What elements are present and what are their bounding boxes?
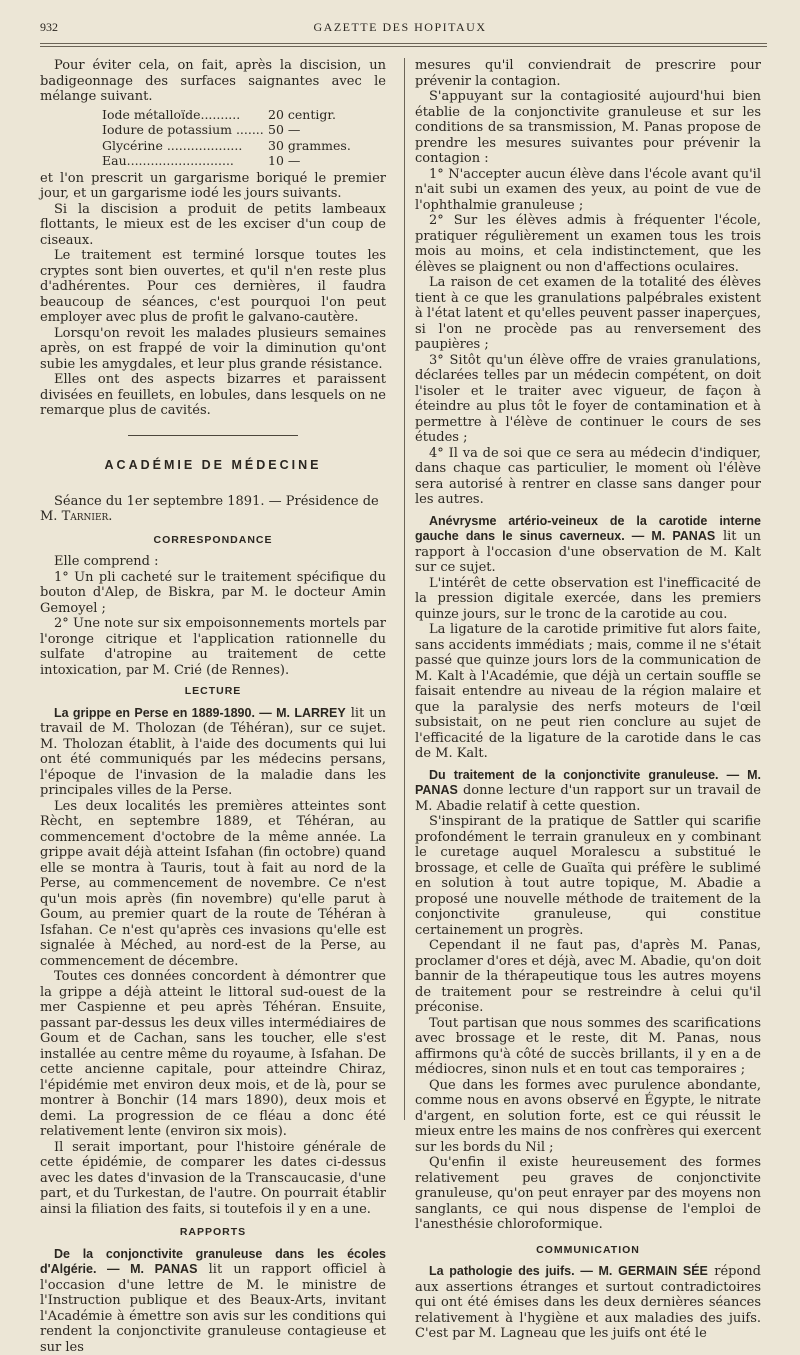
session-line: Séance du 1er septembre 1891. — Présidence de M. Tarnier.	[40, 494, 386, 525]
recipe-row: Eau........................... 10 —	[102, 153, 386, 169]
paragraph: Qu'enfin il existe heureusement des formes relativement peu graves de conjonctivite granuleuse, qu'on peut enrayer par des moyens non sanglants, ce qui nous dispense de l'emploi de l'anesthésie chloroformique.	[415, 1155, 761, 1233]
paragraph: Lorsqu'on revoit les malades plusieurs semaines après, on est frappé de voir la diminution qu'ont subie les amygdales, et leur plus grande résistance.	[40, 326, 386, 373]
paragraph: Le traitement est terminé lorsque toutes les cryptes sont bien ouvertes, et qu'il n'en reste plus d'adhérentes. Pour ces dernières, il faudra beaucoup de séances, c'est pourquoi l'on peut employer avec plus de profit le galvano-cautère.	[40, 248, 386, 326]
subheading-communication: COMMUNICATION	[415, 1243, 761, 1259]
paragraph: Elles ont des aspects bizarres et paraissent divisées en feuillets, en lobules, dans lesquels on ne remarque plus de cavités.	[40, 372, 386, 419]
paragraph: Elle comprend :	[40, 554, 386, 570]
header-rule-double	[40, 46, 767, 47]
journal-title: GAZETTE DES HOPITAUX	[0, 20, 800, 35]
paragraph: 2° Une note sur six empoisonnements mortels par l'oronge citrique et l'application rationnelle du sulfate d'atropine au traitement de cette intoxication, par M. Crié (de Rennes).	[40, 616, 386, 678]
article-traitement: Du traitement de la conjonctivite granuleuse. — M. PANAS donne lecture d'un rapport sur un travail de M. Abadie relatif à cette question.	[415, 768, 761, 815]
paragraph: mesures qu'il conviendrait de prescrire pour prévenir la contagion.	[415, 58, 761, 89]
paragraph: La raison de cet examen de la totalité des élèves tient à ce que les granulations palpébrales existent à l'état latent et qu'elles peuvent passer inaperçues, si l'on ne procède pas au renversement des paupières ;	[415, 275, 761, 353]
right-column	[415, 58, 761, 1342]
paragraph: Il serait important, pour l'histoire générale de cette épidémie, de comparer les dates ci-dessus avec les dates d'invasion de la Transcaucasie, d'une part, et du Turkestan, de l'autre. On pourrait établir ainsi la filiation des faits, si toutefois il y en a une.	[40, 1140, 386, 1218]
paragraph: Les deux localités les premières atteintes sont Rècht, en septembre 1889, et Téhéran, au commencement d'octobre de la même année. La grippe avait déjà atteint Isfahan (fin octobre) quand elle se montra à Tauris, tout à fait au nord de la Perse, au commencement de novembre. Ce n'est qu'un mois après (fin novembre) qu'elle parut à Goum, au premier quart de la route de Téhéran à Isfahan. Ce n'est qu'après ces invasions qu'elle est signalée à Méched, au nord-est de la Perse, au commencement de décembre.	[40, 799, 386, 970]
paragraph: 3° Sitôt qu'un élève offre de vraies granulations, déclarées telles par un médecin compétent, on doit l'isoler et le traiter avec vigueur, de façon à éteindre au plus tôt le foyer de contamination et à permettre à l'élève de continuer le cours de ses études ;	[415, 353, 761, 446]
paragraph: et l'on prescrit un gargarisme boriqué le premier jour, et un gargarisme iodé les jours suivants.	[40, 171, 386, 202]
paragraph: Pour éviter cela, on fait, après la discision, un badigeonnage des surfaces saignantes avec le mélange suivant.	[40, 58, 386, 105]
paragraph: S'inspirant de la pratique de Sattler qui scarifie profondément le terrain granuleux en y combinant le curetage auquel Moralescu a substitué le brossage, et celle de Guaïta qui préfère le sublimé en solution à tout autre topique, M. Abadie a proposé une nouvelle méthode de traitement de la conjonctivite granuleuse, qui constitue certainement un progrès.	[415, 814, 761, 938]
recipe-row: Glycérine ................... 30 grammes.	[102, 138, 386, 154]
recipe-row: Iode métalloïde.......... 20 centigr.	[102, 107, 386, 123]
article-anevrysme: Anévrysme artério-veineux de la carotide interne gauche dans le sinus caverneux. — M. PANAS lit un rapport à l'occasion d'une observation de M. Kalt sur ce sujet.	[415, 514, 761, 576]
page-header	[0, 0, 800, 40]
paragraph: Si la discision a produit de petits lambeaux flottants, le mieux est de les exciser d'un coup de ciseaux.	[40, 202, 386, 249]
article-pathologie: La pathologie des juifs. — M. GERMAIN SÉE répond aux assertions étranges et surtout contradictoires qui ont été émises dans les deux dernières séances relativement à l'hygiène et aux maladies des juifs. C'est par M. Lagneau que les juifs ont été le	[415, 1264, 761, 1342]
recipe-row: Iodure de potassium ....... 50 —	[102, 122, 386, 138]
header-rule	[40, 43, 767, 44]
paragraph: Toutes ces données concordent à démontrer que la grippe a déjà atteint le littoral sud-ouest de la mer Caspienne et peu après Téhéran. Ensuite, passant par-dessus les deux villes intermédiaires de Goum et de Cachan, sans les toucher, elle s'est installée au centre même du royaume, à Isfahan. De cette ancienne capitale, pour atteindre Chiraz, l'épidémie met environ deux mois, et de là, pour se montrer à Bonchir (14 mars 1890), deux mois et demi. La progression de ce fléau a donc été relativement lente (environ six mois).	[40, 969, 386, 1140]
paragraph: 1° Un pli cacheté sur le traitement spécifique du bouton d'Alep, de Biskra, par M. le docteur Amin Gemoyel ;	[40, 570, 386, 617]
section-ornament	[40, 429, 386, 445]
section-heading-academie: ACADÉMIE DE MÉDECINE	[40, 458, 386, 474]
subheading-correspondance: CORRESPONDANCE	[40, 533, 386, 549]
subheading-lecture: LECTURE	[40, 684, 386, 700]
paragraph: S'appuyant sur la contagiosité aujourd'hui bien établie de la conjonctivite granuleuse et sur les conditions de sa transmission, M. Panas propose de prendre les mesures suivantes pour prévenir la contagion :	[415, 89, 761, 167]
recipe-list	[102, 107, 386, 169]
paragraph: Que dans les formes avec purulence abondante, comme nous en avons observé en Égypte, le nitrate d'argent, en solution forte, est ce qui réussit le mieux entre les mains de nos confrères qui exercent sur les bords du Nil ;	[415, 1078, 761, 1156]
article-grippe: La grippe en Perse en 1889-1890. — M. LARREY lit un travail de M. Tholozan (de Téhéran), sur ce sujet. M. Tholozan établit, à l'aide des documents qui lui ont été communiqués par les médecins persans, l'époque de l'invasion de la maladie dans les principales villes de la Perse.	[40, 706, 386, 799]
paragraph: L'intérêt de cette observation est l'inefficacité de la pression digitale exercée, dans les premiers quinze jours, sur le tronc de la carotide au cou.	[415, 576, 761, 623]
left-column	[40, 58, 386, 1355]
paragraph: 4° Il va de soi que ce sera au médecin d'indiquer, dans chaque cas particulier, le moment où l'élève sera autorisé à rentrer en classe sans danger pour les autres.	[415, 446, 761, 508]
paragraph: La ligature de la carotide primitive fut alors faite, sans accidents immédiats ; mais, comme il ne s'était passé que quinze jours lors de la communication de M. Kalt à l'Académie, que déjà un certain souffle se faisait entendre au niveau de la région malaire et que la paralysie des nerfs moteurs de l'œil subsistait, on ne peut rien conclure au sujet de l'efficacité de la ligature de la carotide dans le cas de M. Kalt.	[415, 622, 761, 762]
column-divider	[404, 58, 405, 1120]
paragraph: Tout partisan que nous sommes des scarifications avec brossage et le reste, dit M. Panas, nous affirmons qu'à côté de succès brillants, il y en a de médiocres, sinon nuls et en tout cas temporaires ;	[415, 1016, 761, 1078]
paragraph: 1° N'accepter aucun élève dans l'école avant qu'il n'ait subi un examen des yeux, au point de vue de l'ophthalmie granuleuse ;	[415, 167, 761, 214]
subheading-rapports: RAPPORTS	[40, 1225, 386, 1241]
paragraph: Cependant il ne faut pas, d'après M. Panas, proclamer d'ores et déjà, avec M. Abadie, qu'on doit bannir de la thérapeutique tous les autres moyens de traitement pour se restreindre à celui qu'il préconise.	[415, 938, 761, 1016]
paragraph: 2° Sur les élèves admis à fréquenter l'école, pratiquer régulièrement un examen tous les trois mois au moins, et cela indistinctement, que les élèves se plaignent ou non d'affections oculaires.	[415, 213, 761, 275]
page-number: 932	[40, 20, 58, 35]
article-conjonctivite-algerie: De la conjonctivite granuleuse dans les écoles d'Algérie. — M. PANAS lit un rapport officiel à l'occasion d'une lettre de M. le ministre de l'Instruction publique et des Beaux-Arts, invitant l'Académie à émettre son avis sur les conditions qui rendent la conjonctivite granuleuse contagieuse et sur les	[40, 1247, 386, 1355]
